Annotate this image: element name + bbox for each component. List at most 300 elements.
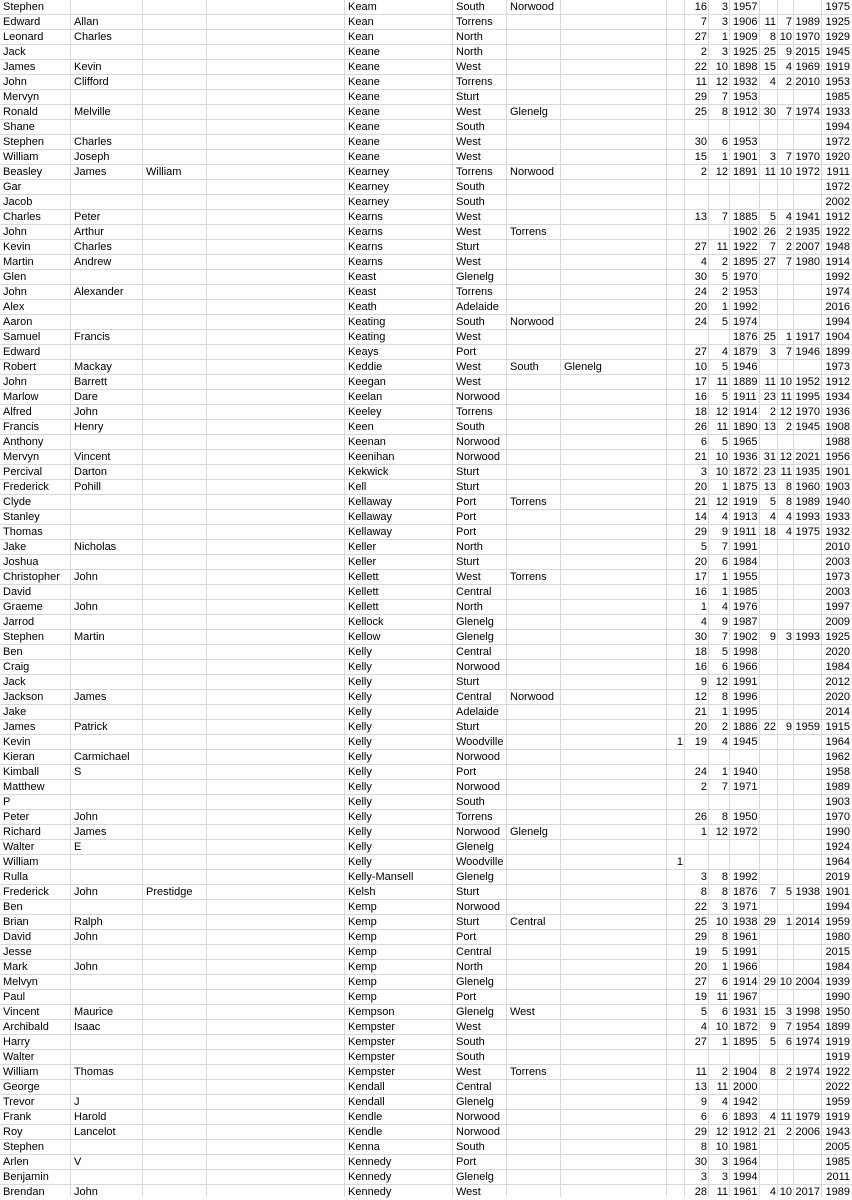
death-day-cell[interactable]	[760, 570, 778, 585]
second-club-cell[interactable]: Norwood	[510, 316, 555, 328]
birth-month-cell[interactable]: 11	[716, 376, 728, 388]
death-month-cell[interactable]	[778, 645, 794, 660]
birth-year-cell[interactable]: 1893	[733, 1111, 758, 1123]
debut-year-cell[interactable]: 2011	[826, 1171, 850, 1183]
surname-cell[interactable]: Keane	[348, 106, 380, 118]
death-month-cell[interactable]: 7	[785, 1021, 792, 1033]
second-club-cell[interactable]	[507, 735, 561, 750]
surname-cell[interactable]: Kelly-Mansell	[348, 871, 414, 883]
second-club-cell[interactable]	[507, 1110, 561, 1125]
death-year-cell[interactable]	[794, 615, 822, 630]
surname-cell[interactable]: Keane	[348, 121, 380, 133]
debut-year-cell[interactable]: 1919	[825, 1036, 850, 1048]
flag-cell[interactable]	[667, 495, 685, 510]
death-day-cell[interactable]: 21	[763, 1126, 776, 1138]
surname-cell[interactable]: Keane	[348, 136, 380, 148]
surname-cell[interactable]: Kelly	[348, 691, 372, 703]
first-name-cell[interactable]: Roy	[3, 1126, 23, 1138]
second-club-cell[interactable]	[507, 810, 561, 825]
second-name-cell[interactable]	[71, 1050, 143, 1065]
flag-cell[interactable]	[667, 795, 685, 810]
second-name-cell[interactable]	[71, 705, 143, 720]
death-month-cell[interactable]	[778, 945, 794, 960]
birth-year-cell[interactable]: 1964	[733, 1156, 758, 1168]
third-club-cell[interactable]	[561, 780, 667, 795]
first-name-cell[interactable]: Frederick	[3, 481, 49, 493]
death-month-cell[interactable]: 4	[785, 511, 792, 523]
club-cell[interactable]: South	[456, 1036, 485, 1048]
first-name-cell[interactable]: Walter	[3, 1051, 35, 1063]
birth-month-cell[interactable]: 8	[721, 691, 728, 703]
second-name-cell[interactable]: Maurice	[74, 1006, 114, 1018]
third-name-cell[interactable]	[143, 375, 207, 390]
flag-cell[interactable]	[667, 30, 685, 45]
surname-cell[interactable]: Keddie	[348, 361, 383, 373]
death-month-cell[interactable]	[778, 270, 794, 285]
second-club-cell[interactable]	[507, 975, 561, 990]
third-club-cell[interactable]	[561, 795, 667, 810]
death-month-cell[interactable]: 8	[785, 496, 792, 508]
death-month-cell[interactable]: 10	[779, 376, 792, 388]
second-club-cell[interactable]	[507, 540, 561, 555]
death-year-cell[interactable]	[794, 705, 822, 720]
birth-day-cell[interactable]: 30	[694, 136, 707, 148]
third-club-cell[interactable]	[561, 645, 667, 660]
birth-year-cell[interactable]: 1872	[733, 1021, 758, 1033]
flag-cell[interactable]	[667, 330, 685, 345]
surname-cell[interactable]: Kelly	[348, 856, 372, 868]
birth-month-cell[interactable]: 1	[721, 151, 728, 163]
third-club-cell[interactable]	[561, 750, 667, 765]
birth-month-cell[interactable]: 12	[715, 76, 728, 88]
second-name-cell[interactable]	[71, 735, 143, 750]
third-name-cell[interactable]	[143, 300, 207, 315]
surname-cell[interactable]: Kenna	[348, 1141, 380, 1153]
birth-day-cell[interactable]: 5	[700, 1006, 707, 1018]
club-cell[interactable]: West	[456, 256, 481, 268]
death-day-cell[interactable]	[760, 825, 778, 840]
second-club-cell[interactable]	[507, 510, 561, 525]
death-year-cell[interactable]: 2017	[795, 1186, 820, 1198]
third-name-cell[interactable]	[143, 570, 207, 585]
surname-cell[interactable]: Kendle	[348, 1126, 383, 1138]
birth-month-cell[interactable]	[709, 195, 730, 210]
birth-month-cell[interactable]	[709, 1050, 730, 1065]
surname-cell[interactable]: Kempster	[348, 1021, 396, 1033]
death-month-cell[interactable]: 2	[785, 226, 792, 238]
death-month-cell[interactable]: 10	[779, 31, 792, 43]
flag-cell[interactable]	[667, 465, 685, 480]
birth-month-cell[interactable]: 10	[715, 1021, 728, 1033]
third-club-cell[interactable]	[561, 1095, 667, 1110]
debut-year-cell[interactable]: 1984	[825, 661, 850, 673]
birth-year-cell[interactable]: 1891	[733, 166, 758, 178]
birth-year-cell[interactable]: 1902	[733, 631, 758, 643]
second-club-cell[interactable]	[507, 255, 561, 270]
first-name-cell[interactable]: Jarrod	[3, 616, 35, 628]
debut-year-cell[interactable]: 1912	[825, 211, 850, 223]
second-club-cell[interactable]	[507, 675, 561, 690]
club-cell[interactable]: North	[456, 46, 483, 58]
surname-cell[interactable]: Kearney	[348, 166, 389, 178]
first-name-cell[interactable]: Arlen	[3, 1156, 29, 1168]
birth-year-cell[interactable]: 1932	[733, 76, 758, 88]
birth-month-cell[interactable]: 7	[721, 541, 728, 553]
third-club-cell[interactable]	[561, 165, 667, 180]
birth-day-cell[interactable]: 4	[700, 1021, 707, 1033]
birth-day-cell[interactable]: 16	[694, 391, 707, 403]
birth-year-cell[interactable]: 1992	[733, 871, 758, 883]
club-cell[interactable]: South	[456, 796, 485, 808]
flag-cell[interactable]	[667, 675, 685, 690]
death-month-cell[interactable]: 2	[785, 241, 792, 253]
death-month-cell[interactable]	[778, 360, 794, 375]
death-day-cell[interactable]	[760, 945, 778, 960]
second-name-cell[interactable]	[71, 120, 143, 135]
death-year-cell[interactable]: 1995	[795, 391, 820, 403]
second-name-cell[interactable]: Harold	[74, 1111, 107, 1123]
club-cell[interactable]: Glenelg	[456, 616, 494, 628]
death-year-cell[interactable]: 1980	[795, 256, 820, 268]
third-name-cell[interactable]	[143, 960, 207, 975]
flag-cell[interactable]	[667, 600, 685, 615]
surname-cell[interactable]: Kellett	[348, 571, 379, 583]
debut-year-cell[interactable]: 1973	[825, 571, 850, 583]
second-club-cell[interactable]: Norwood	[510, 691, 555, 703]
third-name-cell[interactable]	[143, 735, 207, 750]
club-cell[interactable]: South	[456, 181, 485, 193]
birth-day-cell[interactable]: 9	[700, 1096, 707, 1108]
flag-cell[interactable]	[667, 915, 685, 930]
death-year-cell[interactable]: 1935	[795, 466, 820, 478]
death-year-cell[interactable]: 2015	[795, 46, 820, 58]
second-club-cell[interactable]	[507, 465, 561, 480]
birth-year-cell[interactable]: 1936	[733, 451, 758, 463]
second-name-cell[interactable]: Pohill	[74, 481, 101, 493]
death-year-cell[interactable]	[794, 735, 822, 750]
death-day-cell[interactable]	[760, 555, 778, 570]
birth-day-cell[interactable]: 25	[694, 106, 707, 118]
surname-cell[interactable]: Kempster	[348, 1036, 396, 1048]
death-year-cell[interactable]: 1970	[795, 406, 820, 418]
second-club-cell[interactable]	[507, 135, 561, 150]
second-club-cell[interactable]	[507, 630, 561, 645]
birth-day-cell[interactable]: 21	[694, 496, 707, 508]
flag-cell[interactable]	[667, 525, 685, 540]
surname-cell[interactable]: Kearney	[348, 181, 389, 193]
flag-cell[interactable]	[667, 1020, 685, 1035]
birth-year-cell[interactable]: 1876	[733, 886, 758, 898]
third-name-cell[interactable]	[143, 255, 207, 270]
birth-month-cell[interactable]: 1	[721, 301, 728, 313]
surname-cell[interactable]: Kean	[348, 16, 374, 28]
debut-year-cell[interactable]: 1948	[825, 241, 850, 253]
debut-year-cell[interactable]: 1962	[825, 751, 850, 763]
debut-year-cell[interactable]: 1940	[825, 496, 850, 508]
third-name-cell[interactable]	[143, 705, 207, 720]
debut-year-cell[interactable]: 2014	[825, 706, 850, 718]
flag-cell[interactable]	[667, 210, 685, 225]
death-year-cell[interactable]: 1993	[795, 511, 820, 523]
third-club-cell[interactable]	[561, 975, 667, 990]
second-club-cell[interactable]	[507, 645, 561, 660]
club-cell[interactable]: Central	[456, 1081, 492, 1093]
club-cell[interactable]: South	[456, 316, 485, 328]
birth-day-cell[interactable]: 20	[694, 301, 707, 313]
birth-day-cell[interactable]: 2	[700, 46, 707, 58]
third-club-cell[interactable]	[561, 195, 667, 210]
birth-year-cell[interactable]: 1890	[733, 421, 758, 433]
club-cell[interactable]: Port	[456, 1156, 477, 1168]
birth-year-cell[interactable]: 1872	[733, 466, 758, 478]
death-month-cell[interactable]: 3	[785, 631, 792, 643]
death-year-cell[interactable]	[794, 750, 822, 765]
death-year-cell[interactable]: 2014	[795, 916, 820, 928]
surname-cell[interactable]: Kemp	[348, 991, 377, 1003]
third-club-cell[interactable]	[561, 945, 667, 960]
death-month-cell[interactable]	[778, 780, 794, 795]
third-club-cell[interactable]	[561, 525, 667, 540]
death-year-cell[interactable]	[794, 1155, 822, 1170]
club-cell[interactable]: Torrens	[456, 286, 493, 298]
death-month-cell[interactable]: 11	[780, 466, 792, 478]
second-name-cell[interactable]	[71, 660, 143, 675]
surname-cell[interactable]: Keane	[348, 61, 380, 73]
death-year-cell[interactable]	[794, 1095, 822, 1110]
second-name-cell[interactable]	[71, 270, 143, 285]
first-name-cell[interactable]: Jake	[3, 706, 27, 718]
birth-year-cell[interactable]: 1972	[733, 826, 758, 838]
death-day-cell[interactable]: 15	[763, 1006, 776, 1018]
debut-year-cell[interactable]: 1934	[825, 391, 850, 403]
death-month-cell[interactable]: 2	[785, 76, 792, 88]
birth-month-cell[interactable]: 1	[721, 766, 728, 778]
first-name-cell[interactable]: Glen	[3, 271, 27, 283]
death-month-cell[interactable]: 1	[785, 331, 792, 343]
third-club-cell[interactable]	[561, 1005, 667, 1020]
third-name-cell[interactable]	[143, 555, 207, 570]
death-month-cell[interactable]: 12	[779, 406, 792, 418]
second-club-cell[interactable]	[507, 195, 561, 210]
birth-month-cell[interactable]: 6	[721, 1006, 728, 1018]
flag-cell[interactable]	[667, 180, 685, 195]
debut-year-cell[interactable]: 1901	[825, 466, 850, 478]
debut-year-cell[interactable]: 1994	[825, 121, 850, 133]
birth-month-cell[interactable]: 4	[721, 601, 728, 613]
birth-month-cell[interactable]	[709, 330, 730, 345]
second-club-cell[interactable]	[507, 405, 561, 420]
flag-cell[interactable]	[667, 630, 685, 645]
second-name-cell[interactable]: Kevin	[74, 61, 102, 73]
surname-cell[interactable]: Kennedy	[348, 1156, 392, 1168]
death-day-cell[interactable]: 9	[769, 1021, 776, 1033]
debut-year-cell[interactable]: 1985	[825, 1156, 850, 1168]
birth-month-cell[interactable]: 4	[721, 511, 728, 523]
second-club-cell[interactable]	[507, 435, 561, 450]
third-name-cell[interactable]	[143, 420, 207, 435]
birth-year-cell[interactable]: 1961	[733, 1186, 758, 1198]
second-club-cell[interactable]	[507, 945, 561, 960]
death-year-cell[interactable]	[794, 930, 822, 945]
second-name-cell[interactable]: Dare	[74, 391, 98, 403]
death-year-cell[interactable]: 1974	[795, 1036, 820, 1048]
second-club-cell[interactable]	[507, 450, 561, 465]
third-club-cell[interactable]	[561, 1050, 667, 1065]
first-name-cell[interactable]: Brendan	[3, 1186, 45, 1198]
death-day-cell[interactable]: 11	[764, 376, 776, 388]
death-year-cell[interactable]	[794, 675, 822, 690]
debut-year-cell[interactable]: 1959	[825, 916, 850, 928]
birth-day-cell[interactable]: 18	[694, 406, 707, 418]
debut-year-cell[interactable]: 1915	[825, 721, 850, 733]
club-cell[interactable]: Torrens	[456, 76, 493, 88]
first-name-cell[interactable]: Kimball	[3, 766, 40, 778]
death-day-cell[interactable]: 4	[769, 511, 776, 523]
death-month-cell[interactable]	[778, 795, 794, 810]
death-month-cell[interactable]	[778, 120, 794, 135]
death-day-cell[interactable]: 3	[769, 346, 776, 358]
second-name-cell[interactable]: Arthur	[74, 226, 104, 238]
second-club-cell[interactable]	[507, 885, 561, 900]
third-club-cell[interactable]	[561, 1080, 667, 1095]
death-month-cell[interactable]	[778, 600, 794, 615]
club-cell[interactable]: Torrens	[456, 16, 493, 28]
third-club-cell[interactable]	[561, 1140, 667, 1155]
third-name-cell[interactable]	[143, 600, 207, 615]
death-year-cell[interactable]	[794, 960, 822, 975]
third-name-cell[interactable]	[143, 150, 207, 165]
second-club-cell[interactable]	[507, 840, 561, 855]
club-cell[interactable]: West	[456, 331, 481, 343]
death-day-cell[interactable]	[760, 435, 778, 450]
club-cell[interactable]: Glenelg	[456, 841, 494, 853]
death-day-cell[interactable]	[760, 900, 778, 915]
debut-year-cell[interactable]: 1988	[825, 436, 850, 448]
birth-day-cell[interactable]: 6	[700, 436, 707, 448]
birth-month-cell[interactable]: 5	[721, 646, 728, 658]
debut-year-cell[interactable]: 1912	[825, 376, 850, 388]
club-cell[interactable]: Glenelg	[456, 1171, 494, 1183]
club-cell[interactable]: West	[456, 1021, 481, 1033]
death-month-cell[interactable]: 11	[780, 391, 792, 403]
first-name-cell[interactable]: Mark	[3, 961, 28, 973]
first-name-cell[interactable]: Ben	[3, 646, 23, 658]
first-name-cell[interactable]: Charles	[3, 211, 41, 223]
flag-cell[interactable]	[667, 1110, 685, 1125]
club-cell[interactable]: Norwood	[456, 901, 501, 913]
death-day-cell[interactable]	[760, 285, 778, 300]
club-cell[interactable]: West	[456, 136, 481, 148]
birth-year-cell[interactable]	[730, 1050, 760, 1065]
birth-year-cell[interactable]: 1940	[733, 766, 758, 778]
birth-year-cell[interactable]: 1925	[733, 46, 758, 58]
second-name-cell[interactable]: Darton	[74, 466, 108, 478]
debut-year-cell[interactable]: 1920	[825, 151, 850, 163]
third-club-cell[interactable]	[561, 105, 667, 120]
death-day-cell[interactable]	[760, 195, 778, 210]
death-day-cell[interactable]	[760, 1050, 778, 1065]
death-day-cell[interactable]	[760, 675, 778, 690]
birth-month-cell[interactable]: 11	[716, 241, 728, 253]
birth-year-cell[interactable]: 1901	[733, 151, 758, 163]
flag-cell[interactable]	[667, 105, 685, 120]
surname-cell[interactable]: Keeley	[348, 406, 382, 418]
third-name-cell[interactable]	[143, 585, 207, 600]
debut-year-cell[interactable]: 1922	[825, 1066, 850, 1078]
second-club-cell[interactable]	[507, 45, 561, 60]
second-name-cell[interactable]: James	[74, 166, 107, 178]
surname-cell[interactable]: Kelly	[348, 706, 372, 718]
debut-year-cell[interactable]: 1974	[825, 286, 850, 298]
debut-year-cell[interactable]: 1989	[825, 781, 850, 793]
second-club-cell[interactable]	[507, 30, 561, 45]
second-name-cell[interactable]	[71, 0, 143, 15]
first-name-cell[interactable]: Walter	[3, 841, 35, 853]
death-month-cell[interactable]	[778, 555, 794, 570]
first-name-cell[interactable]: Christopher	[3, 571, 60, 583]
debut-year-cell[interactable]: 1950	[825, 1006, 850, 1018]
third-name-cell[interactable]	[143, 855, 207, 870]
third-club-cell[interactable]	[561, 45, 667, 60]
flag-cell[interactable]	[667, 195, 685, 210]
second-name-cell[interactable]	[71, 495, 143, 510]
death-month-cell[interactable]	[778, 90, 794, 105]
second-name-cell[interactable]	[71, 855, 143, 870]
third-club-cell[interactable]	[561, 555, 667, 570]
death-day-cell[interactable]	[760, 765, 778, 780]
death-year-cell[interactable]	[794, 900, 822, 915]
third-name-cell[interactable]	[143, 30, 207, 45]
birth-month-cell[interactable]: 4	[721, 736, 728, 748]
death-year-cell[interactable]: 1972	[795, 166, 820, 178]
flag-cell[interactable]	[667, 60, 685, 75]
death-month-cell[interactable]	[778, 930, 794, 945]
first-name-cell[interactable]: Joshua	[3, 556, 39, 568]
second-name-cell[interactable]: Clifford	[74, 76, 109, 88]
birth-day-cell[interactable]: 24	[694, 286, 707, 298]
club-cell[interactable]: West	[456, 571, 481, 583]
debut-year-cell[interactable]: 1899	[825, 1021, 850, 1033]
death-year-cell[interactable]: 2007	[795, 241, 820, 253]
first-name-cell[interactable]: George	[3, 1081, 40, 1093]
death-day-cell[interactable]	[760, 0, 778, 15]
death-day-cell[interactable]	[760, 585, 778, 600]
birth-year-cell[interactable]: 1889	[733, 376, 758, 388]
first-name-cell[interactable]: James	[3, 721, 36, 733]
surname-cell[interactable]: Kendall	[348, 1096, 385, 1108]
third-name-cell[interactable]	[143, 195, 207, 210]
death-day-cell[interactable]	[760, 690, 778, 705]
third-name-cell[interactable]	[143, 270, 207, 285]
flag-cell[interactable]	[667, 885, 685, 900]
third-club-cell[interactable]	[561, 300, 667, 315]
debut-year-cell[interactable]: 1958	[825, 766, 850, 778]
surname-cell[interactable]: Kearns	[348, 211, 383, 223]
first-name-cell[interactable]: Melvyn	[3, 976, 38, 988]
birth-year-cell[interactable]: 1953	[733, 91, 758, 103]
flag-cell[interactable]	[667, 750, 685, 765]
surname-cell[interactable]: Keller	[348, 541, 377, 553]
birth-year-cell[interactable]: 1913	[733, 511, 758, 523]
club-cell[interactable]: Port	[456, 991, 477, 1003]
birth-year-cell[interactable]: 1991	[733, 676, 758, 688]
surname-cell[interactable]: Keenihan	[348, 451, 395, 463]
birth-year-cell[interactable]	[730, 840, 760, 855]
death-day-cell[interactable]	[760, 960, 778, 975]
birth-year-cell[interactable]: 2000	[733, 1081, 758, 1093]
third-club-cell[interactable]	[561, 150, 667, 165]
death-month-cell[interactable]	[778, 135, 794, 150]
